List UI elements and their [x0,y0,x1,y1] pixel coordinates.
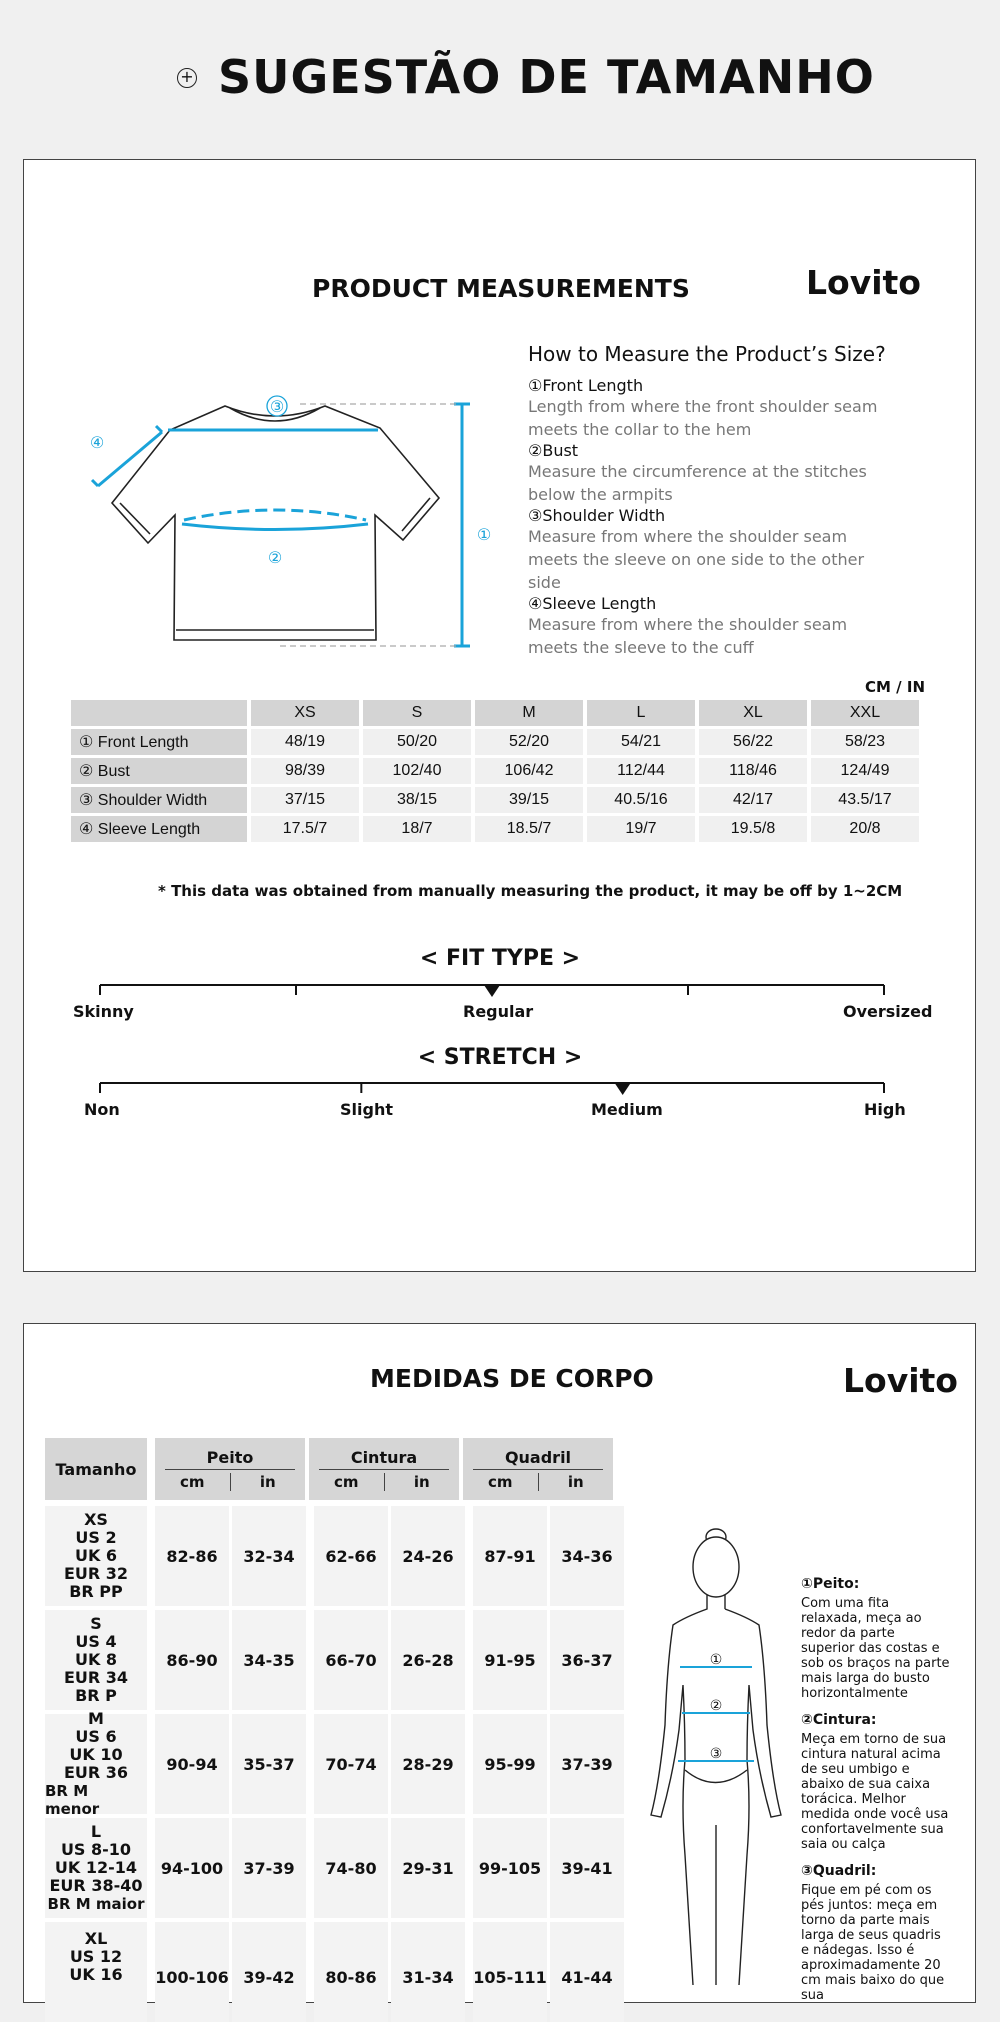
fit-pointer [484,985,500,997]
stretch-label-high: High [864,1100,906,1119]
stretch-title: < STRETCH > [417,1045,583,1070]
size-col: XL [699,700,807,726]
table-row: ④ Sleeve Length 17.5/7 18/7 18.5/7 19/7 19.5/8 20/8 [71,816,919,842]
howto-quadril: ③Quadril: Fique em pé com os pés juntos: meça em torno da parte mais larga de seus quadris e nádegas. Isso é aproximadamente 20 cm mais baixo do que sua [801,1863,945,2003]
table-row: ② Bust 98/39 102/40 106/42 112/44 118/46 124/49 [71,758,919,784]
group-header-quadril: Quadril cm in [463,1438,613,1500]
body-rows [45,1506,635,2022]
stretch-label-non: Non [84,1100,120,1119]
brand-logo: Lovito [806,263,921,302]
body-measurements-title: MEDIDAS DE CORPO [370,1364,654,1393]
stretch-label-medium: Medium [591,1100,663,1119]
fit-type-scale [90,975,890,1005]
fit-type-title: < FIT TYPE > [419,946,581,971]
size-col: XS [251,700,359,726]
group-header-peito: Peito cm in [155,1438,309,1500]
size-col: M [475,700,583,726]
howto-peito: ①Peito: Com uma fita relaxada, meça ao redor da parte superior das costas e sob os braços na parte mais larga do busto horizontalmente [801,1576,950,1701]
table-header-row [71,700,919,726]
marker-2: ② [267,548,283,567]
measurement-note: * This data was obtained from manually measuring the product, it may be off by 1~2CM [158,882,903,900]
table-corner [71,700,247,726]
figure-marker-1: ① [709,1652,723,1668]
tshirt-diagram [70,390,500,660]
product-measurements-title: PRODUCT MEASUREMENTS [312,274,690,303]
measure-item: ③Shoulder Width Measure from where the shoulder seam meets the sleeve on one side to the other side [528,506,865,592]
measure-item: ④Sleeve Length Measure from where the shoulder seam meets the sleeve to the cuff [528,594,848,657]
plus-circle-icon[interactable]: + [177,68,197,88]
table-row: ③ Shoulder Width 37/15 38/15 39/15 40.5/16 42/17 43.5/17 [71,787,919,813]
fit-label-skinny: Skinny [73,1002,134,1021]
howto-cintura: ②Cintura: Meça em torno de sua cintura natural acima de seu umbigo e abaixo de sua caixa torácica. Melhor medida onde você usa confortavelmente sua saia ou calça [801,1712,949,1852]
group-header-cintura: Cintura cm in [309,1438,463,1500]
size-col: XXL [811,700,919,726]
body-size-table [45,1438,613,1506]
marker-4: ④ [89,433,105,452]
table-row: XS US 2 UK 6 EUR 32 BR PP 82-86 32-34 62-66 24-26 87-91 34-36 [45,1506,635,1606]
table-row: ① Front Length 48/19 50/20 52/20 54/21 56/22 58/23 [71,729,919,755]
stretch-label-slight: Slight [340,1100,393,1119]
table-row: XL US 12 UK 16 100-106 39-42 80-86 31-34 105-111 41-44 [45,1922,635,2022]
table-header-row [45,1438,613,1500]
stretch-pointer [615,1083,631,1095]
table-row: M US 6 UK 10 EUR 36 BR M menor 90-94 35-37 70-74 28-29 95-99 37-39 [45,1714,635,1814]
table-row: S US 4 UK 8 EUR 34 BR P 86-90 34-35 66-70 26-28 91-95 36-37 [45,1610,635,1710]
fit-label-regular: Regular [463,1002,534,1021]
size-col: S [363,700,471,726]
unit-label: CM / IN [865,678,925,696]
marker-1: ① [476,525,492,544]
size-header: Tamanho [45,1438,147,1500]
howto-list [528,376,898,659]
stretch-scale [90,1073,890,1103]
fit-label-oversized: Oversized [843,1002,933,1021]
body-howto [801,1577,951,2003]
body-figure [645,1525,795,1985]
figure-marker-2: ② [709,1698,723,1714]
measure-item: ②Bust Measure the circumference at the stitches below the armpits [528,441,867,504]
page-title: SUGESTÃO DE TAMANHO [218,50,875,104]
measure-item: ①Front Length Length from where the front shoulder seam meets the collar to the hem [528,376,878,439]
product-size-table [67,697,923,845]
figure-marker-3: ③ [709,1746,723,1762]
howto-title: How to Measure the Product’s Size? [528,342,886,366]
size-col: L [587,700,695,726]
table-row: L US 8-10 UK 12-14 EUR 38-40 BR M maior 94-100 37-39 74-80 29-31 99-105 39-41 [45,1818,635,1918]
marker-3: ③ [269,397,285,416]
brand-logo: Lovito [843,1361,958,1400]
